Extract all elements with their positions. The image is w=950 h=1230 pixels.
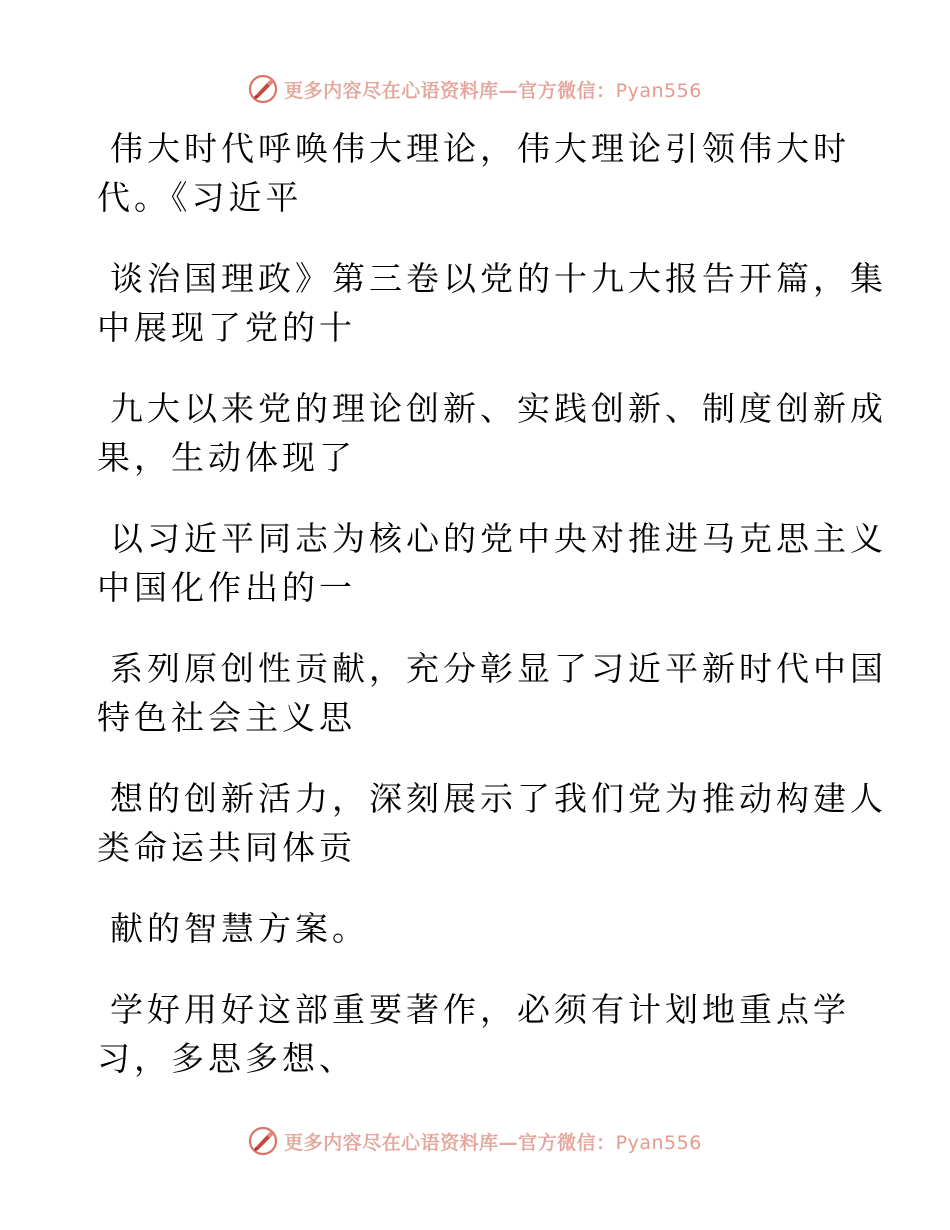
header-watermark <box>0 72 950 106</box>
text-line: 以习近平同志为核心的党中央对推进马克思主义 <box>110 519 887 558</box>
text-line: 类命运共同体贡 <box>97 828 356 867</box>
text-line: 九大以来党的理论创新、实践创新、制度创新成 <box>110 389 887 428</box>
text-line: 系列原创性贡献，充分彰显了习近平新时代中国 <box>110 649 887 688</box>
text-line: 学好用好这部重要著作，必须有计划地重点学 <box>110 990 850 1029</box>
watermark-text: 更多内容尽在心语资料库—官方微信：Pyan556 <box>284 1131 702 1154</box>
text-line: 代。《习近平 <box>97 178 303 217</box>
document-body <box>97 124 887 1083</box>
footer-watermark <box>0 1124 950 1158</box>
text-line: 中国化作出的一 <box>97 568 356 607</box>
text-line: 习，多思多想、 <box>97 1039 356 1078</box>
text-line: 果，生动体现了 <box>97 438 356 477</box>
text-line: 献的智慧方案。 <box>110 909 369 948</box>
watermark-text: 更多内容尽在心语资料库—官方微信：Pyan556 <box>284 79 702 102</box>
pen-logo-icon <box>248 1126 278 1156</box>
text-line: 中展现了党的十 <box>97 308 356 347</box>
text-line: 伟大时代呼唤伟大理论，伟大理论引领伟大时 <box>110 129 850 168</box>
text-line: 谈治国理政》第三卷以党的十九大报告开篇，集 <box>110 259 887 298</box>
text-line: 特色社会主义思 <box>97 698 356 737</box>
text-line: 想的创新活力，深刻展示了我们党为推动构建人 <box>110 779 887 818</box>
pen-logo-icon <box>248 74 278 104</box>
